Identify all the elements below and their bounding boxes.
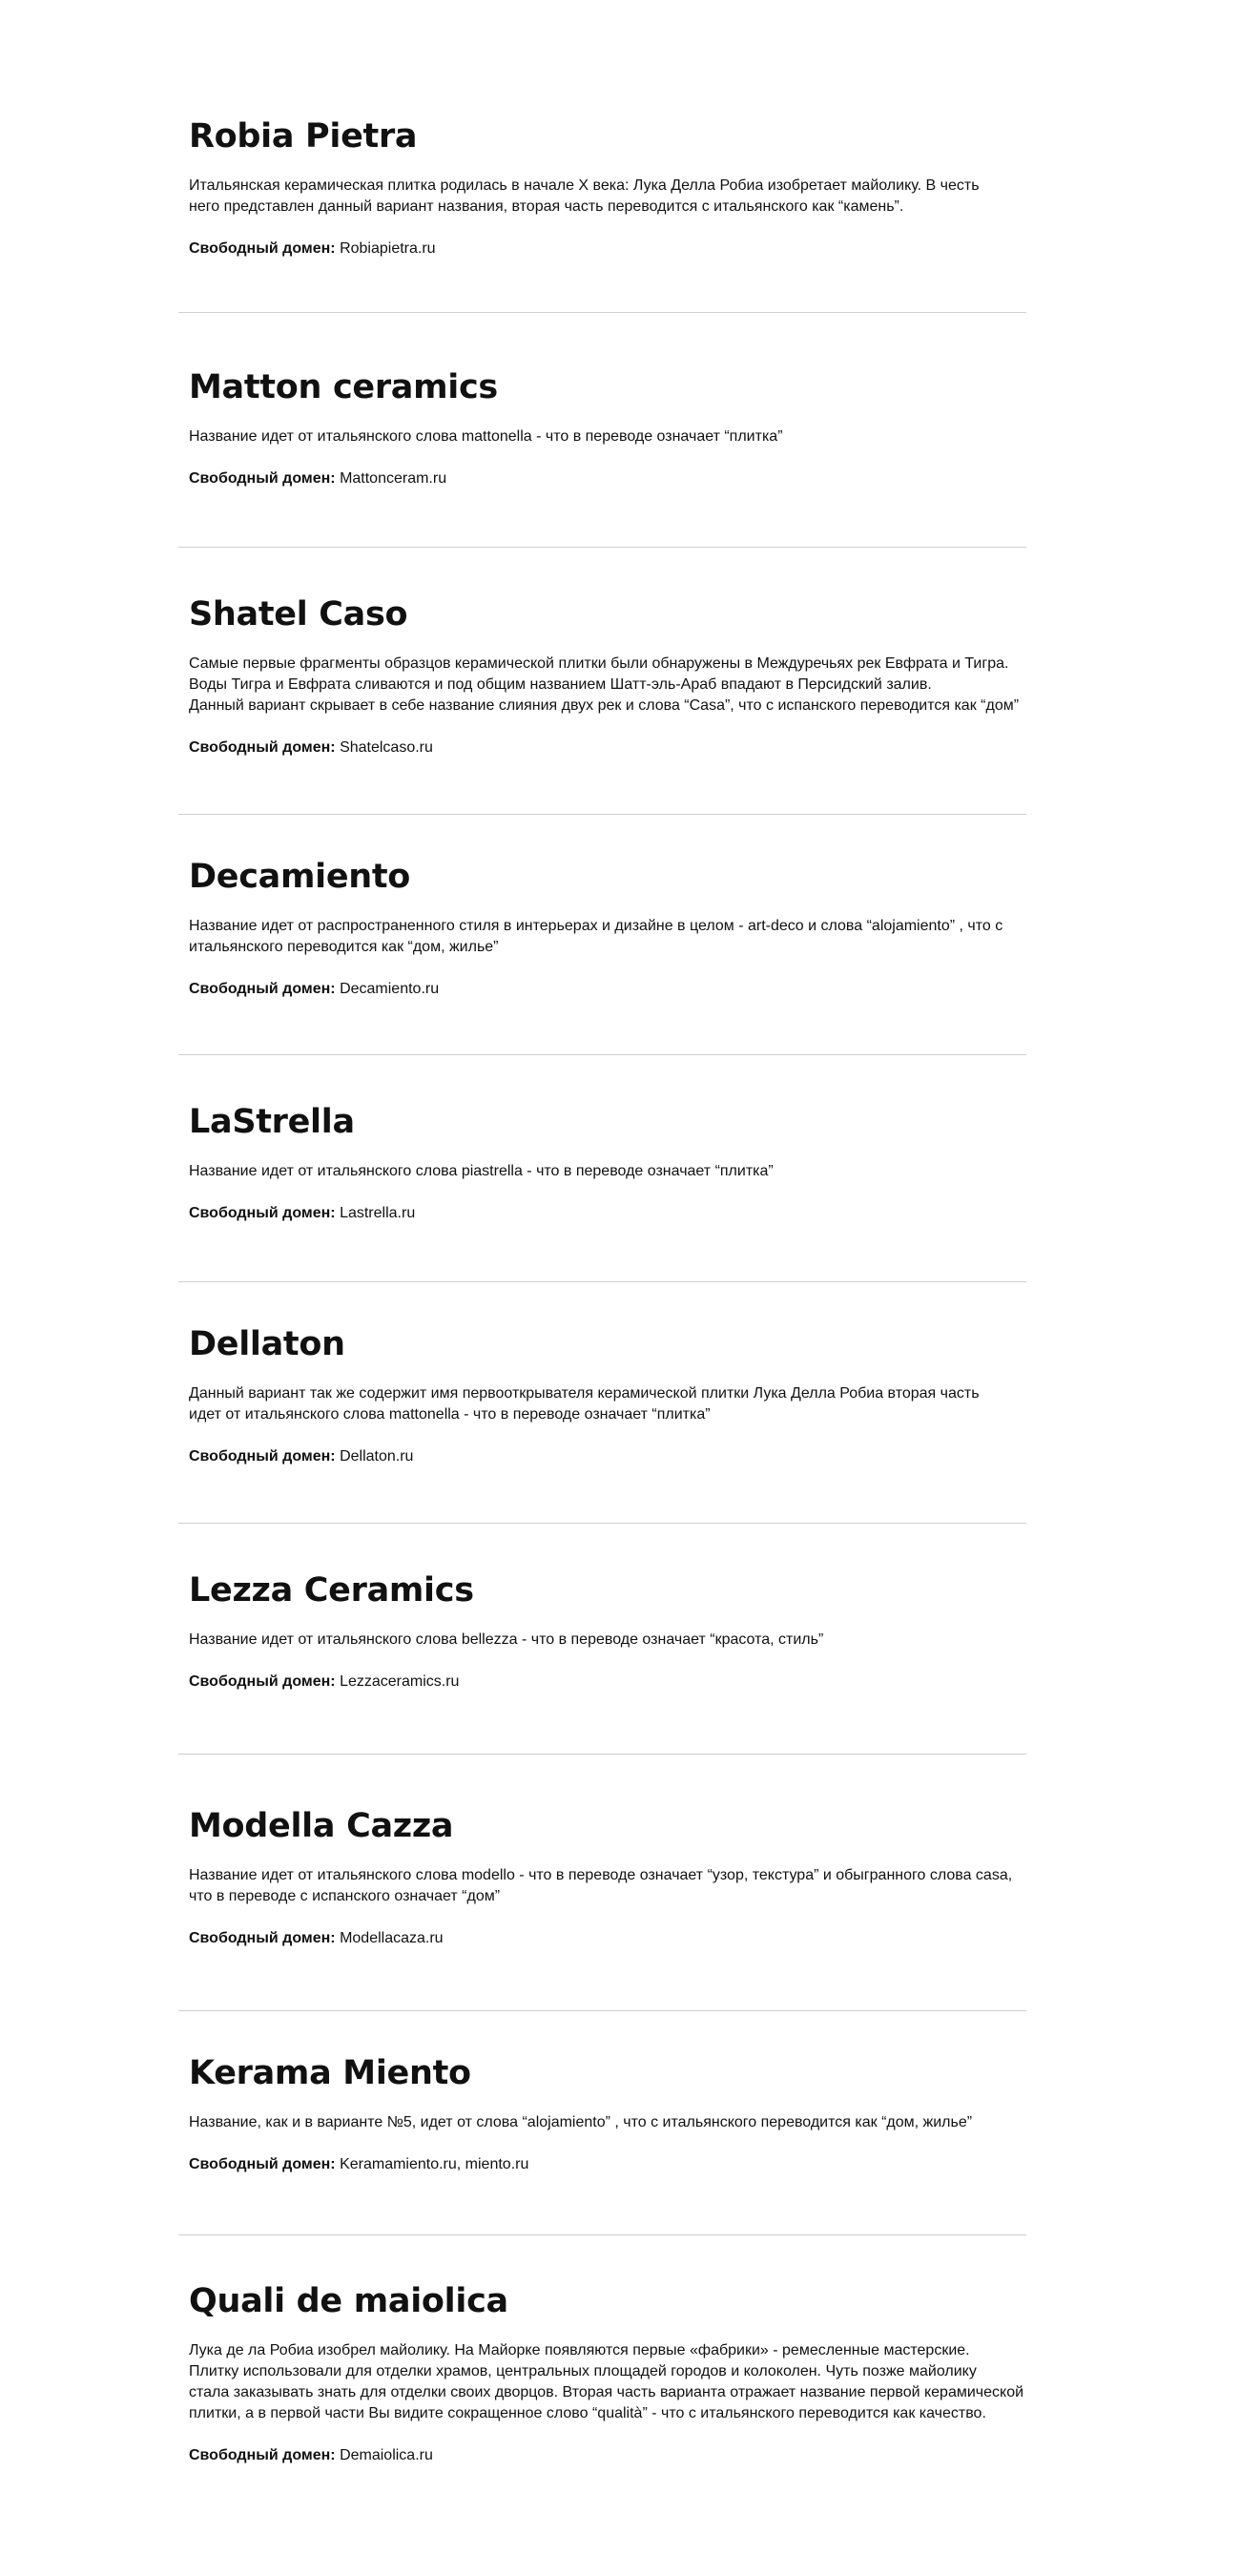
entry-description (189, 1161, 1085, 1182)
free-domain (189, 1672, 1085, 1693)
free-domain-value: Lezzaceramics.ru (340, 1673, 460, 1690)
description-line: плитки, а в первой части Вы видите сокращенное слово “qualità” - что с итальянского переводится как качество. (189, 2405, 986, 2421)
free-domain (189, 737, 1085, 758)
divider (178, 2234, 1026, 2235)
entry-title: LaStrella (189, 1103, 355, 1141)
free-domain (189, 1928, 1085, 1949)
divider (178, 814, 1026, 815)
divider (178, 2010, 1026, 2011)
description-line: Название идет от итальянского слова piastrella - что в переводе означает “плитка” (189, 1163, 774, 1179)
entry-title: Quali de maiolica (189, 2282, 508, 2320)
free-domain-label: Свободный домен: (189, 1673, 336, 1690)
entry-matton-ceramics (189, 367, 1085, 489)
entry-description (189, 916, 1085, 958)
free-domain-value: Decamiento.ru (340, 981, 440, 997)
description-line: Итальянская керамическая плитка родилась в начале X века: Лука Делла Робиа изобретает майолику. В честь (189, 177, 980, 194)
entry-lezza-ceramics (189, 1570, 1085, 1693)
entry-title: Lezza Ceramics (189, 1571, 474, 1610)
free-domain (189, 2445, 1085, 2466)
entry-description (189, 1630, 1085, 1651)
description-line: итальянского переводится как “дом, жилье” (189, 939, 499, 955)
description-line: идет от итальянского слова mattonella - что в переводе означает “плитка” (189, 1406, 711, 1423)
free-domain-value: Keramamiento.ru, miento.ru (340, 2156, 529, 2172)
description-line: стала заказывать знать для отделки своих дворцов. Вторая часть варианта отражает название первой керамической (189, 2384, 1024, 2400)
free-domain-label: Свободный домен: (189, 240, 336, 257)
free-domain-label: Свободный домен: (189, 1448, 336, 1465)
entry-title: Modella Cazza (189, 1807, 454, 1845)
entry-lastrella (189, 1102, 1085, 1224)
entry-description (189, 2112, 1085, 2133)
description-line: Название идет от итальянского слова bellezza - что в переводе означает “красота, стиль” (189, 1631, 824, 1648)
divider (178, 1754, 1026, 1755)
description-line: Название идет от итальянского слова mattonella - что в переводе означает “плитка” (189, 428, 783, 445)
free-domain-label: Свободный домен: (189, 981, 336, 997)
entry-description (189, 176, 1085, 218)
divider (178, 1054, 1026, 1055)
free-domain-value: Dellaton.ru (340, 1448, 414, 1465)
entry-dellaton (189, 1324, 1085, 1467)
description-line: Название, как и в варианте №5, идет от слова “alojamiento” , что с итальянского переводится как “дом, жилье” (189, 2114, 973, 2130)
description-line: Воды Тигра и Евфрата сливаются и под общим названием Шатт-эль-Араб впадают в Персидский залив. (189, 676, 932, 693)
free-domain-value: Robiapietra.ru (340, 240, 436, 257)
entry-title: Kerama Miento (189, 2054, 471, 2092)
description-line: Данный вариант скрывает в себе название слияния двух рек и слова “Casa”, что с испанского переводится как “дом” (189, 697, 1020, 714)
description-line: него представлен данный вариант названия, вторая часть переводится с итальянского как “камень”. (189, 198, 904, 215)
free-domain (189, 1203, 1085, 1224)
entry-decamiento (189, 857, 1085, 1000)
description-line: Лука де ла Робиа изобрел майолику. На Майорке появляются первые «фабрики» - ремесленные мастерские. (189, 2342, 970, 2358)
free-domain (189, 979, 1085, 1000)
divider (178, 312, 1026, 313)
entry-description (189, 2340, 1085, 2424)
description-line: Плитку использовали для отделки храмов, центральных площадей городов и колоколен. Чуть позже майолику (189, 2363, 977, 2379)
entry-title: Shatel Caso (189, 595, 408, 634)
entry-title: Dellaton (189, 1325, 345, 1363)
description-line: Данный вариант так же содержит имя первооткрывателя керамической плитки Лука Делла Робиа вторая часть (189, 1385, 980, 1402)
free-domain-label: Свободный домен: (189, 470, 336, 487)
entry-description (189, 1383, 1085, 1425)
divider (178, 547, 1026, 548)
description-line: Название идет от распространенного стиля в интерьерах и дизайне в целом - art-deco и слова “alojamiento” , что с (189, 918, 1003, 934)
entry-kerama-miento (189, 2053, 1085, 2175)
entry-title: Robia Pietra (189, 117, 418, 156)
free-domain-value: Modellacaza.ru (340, 1930, 444, 1946)
divider (178, 1523, 1026, 1524)
entry-description (189, 654, 1085, 717)
description-line: Название идет от итальянского слова modello - что в переводе означает “узор, текстура” и обыгранного слова casa, (189, 1867, 1013, 1883)
free-domain-label: Свободный домен: (189, 2156, 336, 2172)
free-domain-value: Demaiolica.ru (340, 2447, 433, 2463)
free-domain-label: Свободный домен: (189, 2447, 336, 2463)
entry-title: Decamiento (189, 858, 411, 896)
free-domain-value: Lastrella.ru (340, 1205, 416, 1221)
entry-description (189, 1865, 1085, 1907)
description-line: что в переводе с испанского означает “дом” (189, 1888, 501, 1904)
free-domain-value: Shatelcaso.ru (340, 739, 433, 756)
description-line: Самые первые фрагменты образцов керамической плитки были обнаружены в Междуречьях рек Евфрата и Тигра. (189, 655, 1009, 672)
free-domain-label: Свободный домен: (189, 1205, 336, 1221)
entry-robia-pietra (189, 116, 1085, 260)
entry-modella-cazza (189, 1806, 1085, 1949)
free-domain (189, 468, 1085, 489)
divider (178, 1281, 1026, 1282)
entry-title: Matton ceramics (189, 368, 498, 406)
free-domain-label: Свободный домен: (189, 739, 336, 756)
entry-quali-de-maiolica (189, 2281, 1085, 2466)
free-domain (189, 1446, 1085, 1467)
entry-shatel-caso (189, 594, 1085, 758)
free-domain-label: Свободный домен: (189, 1930, 336, 1946)
free-domain (189, 239, 1085, 260)
entry-description (189, 426, 1085, 447)
free-domain (189, 2154, 1085, 2175)
free-domain-value: Mattonceram.ru (340, 470, 447, 487)
